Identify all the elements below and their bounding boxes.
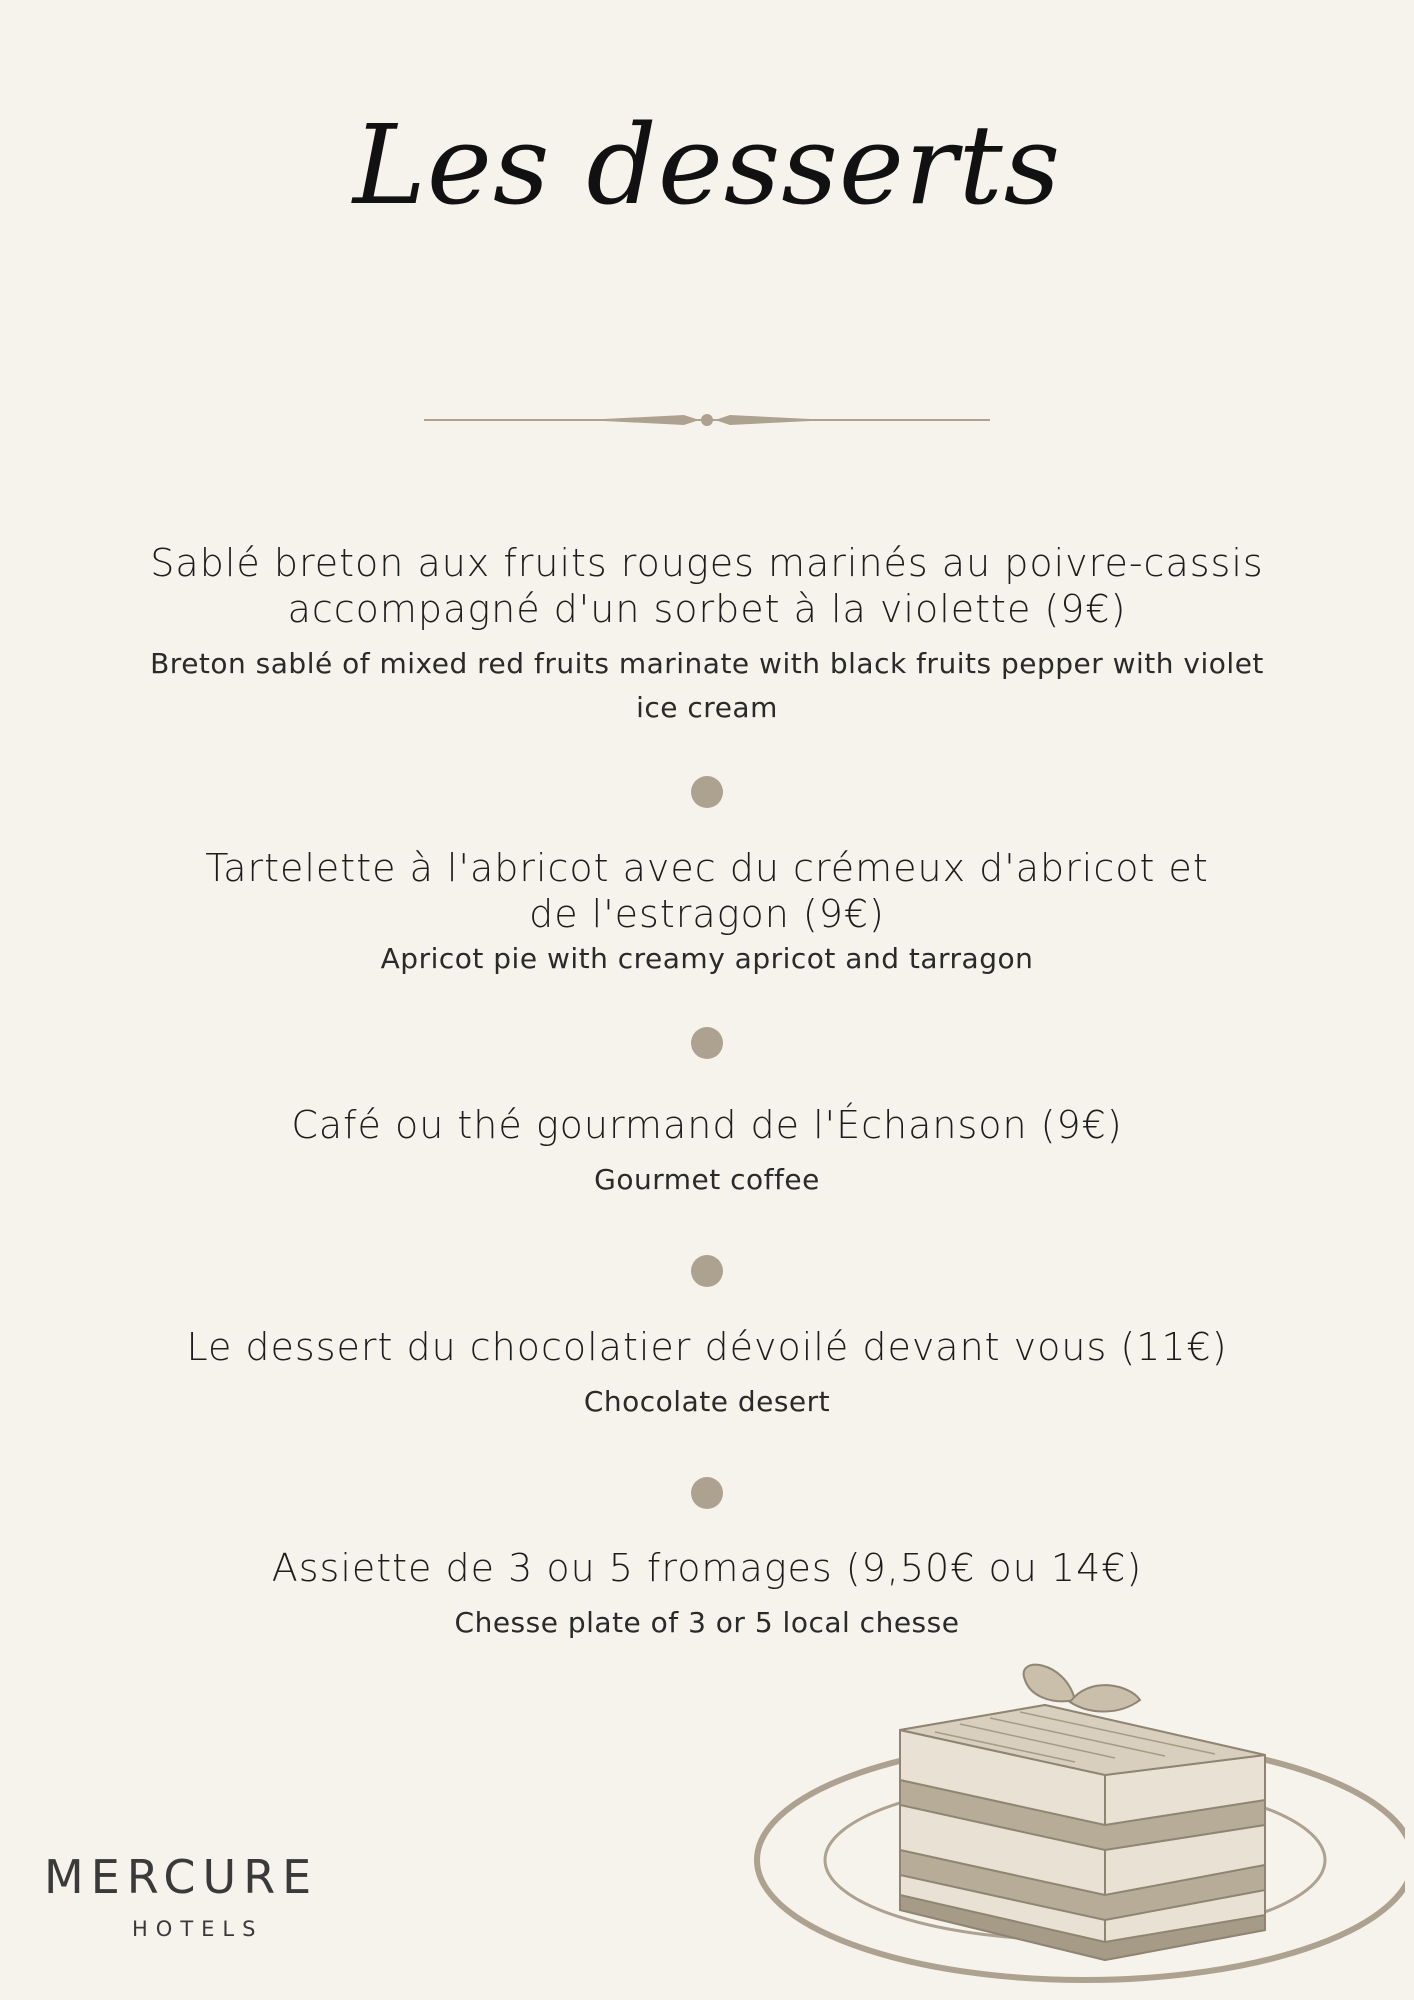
- dessert-item-5: [100, 1545, 1314, 1645]
- separator-dot: [691, 1477, 723, 1509]
- dessert-item-1: [100, 540, 1314, 730]
- dessert-translation: Breton sablé of mixed red fruits marinate with black fruits pepper with violet: [150, 647, 1264, 680]
- separator-dot: [691, 1027, 723, 1059]
- dessert-item-2: [100, 845, 1314, 981]
- brand-logo-subtitle: HOTELS: [132, 1917, 264, 1941]
- dessert-translation: Apricot pie with creamy apricot and tarragon: [380, 942, 1034, 975]
- cake-illustration: [745, 1660, 1405, 2000]
- dessert-name: Café ou thé gourmand de l'Échanson (9€): [291, 1103, 1123, 1147]
- dessert-name: de l'estragon (9€): [529, 892, 885, 936]
- ornament-divider: [424, 405, 990, 435]
- menu-title: Les desserts: [352, 101, 1062, 229]
- brand-logo: MERCURE: [44, 1850, 319, 1904]
- dessert-translation: ice cream: [636, 691, 778, 724]
- separator-dot: [691, 1255, 723, 1287]
- dessert-name: Le dessert du chocolatier dévoilé devant vous (11€): [186, 1325, 1228, 1369]
- dessert-translation: Chesse plate of 3 or 5 local chesse: [454, 1606, 960, 1639]
- dessert-item-4: [100, 1324, 1314, 1424]
- dessert-name: Assiette de 3 ou 5 fromages (9,50€ ou 14€): [271, 1546, 1143, 1590]
- dessert-item-3: [100, 1102, 1314, 1202]
- dessert-name: Tartelette à l'abricot avec du crémeux d'abricot et: [205, 846, 1209, 890]
- separator-dot: [691, 776, 723, 808]
- dessert-name: Sablé breton aux fruits rouges marinés au poivre-cassis: [150, 541, 1264, 585]
- dessert-name: accompagné d'un sorbet à la violette (9€): [287, 587, 1127, 631]
- dessert-translation: Gourmet coffee: [594, 1163, 820, 1196]
- dessert-translation: Chocolate desert: [583, 1385, 831, 1418]
